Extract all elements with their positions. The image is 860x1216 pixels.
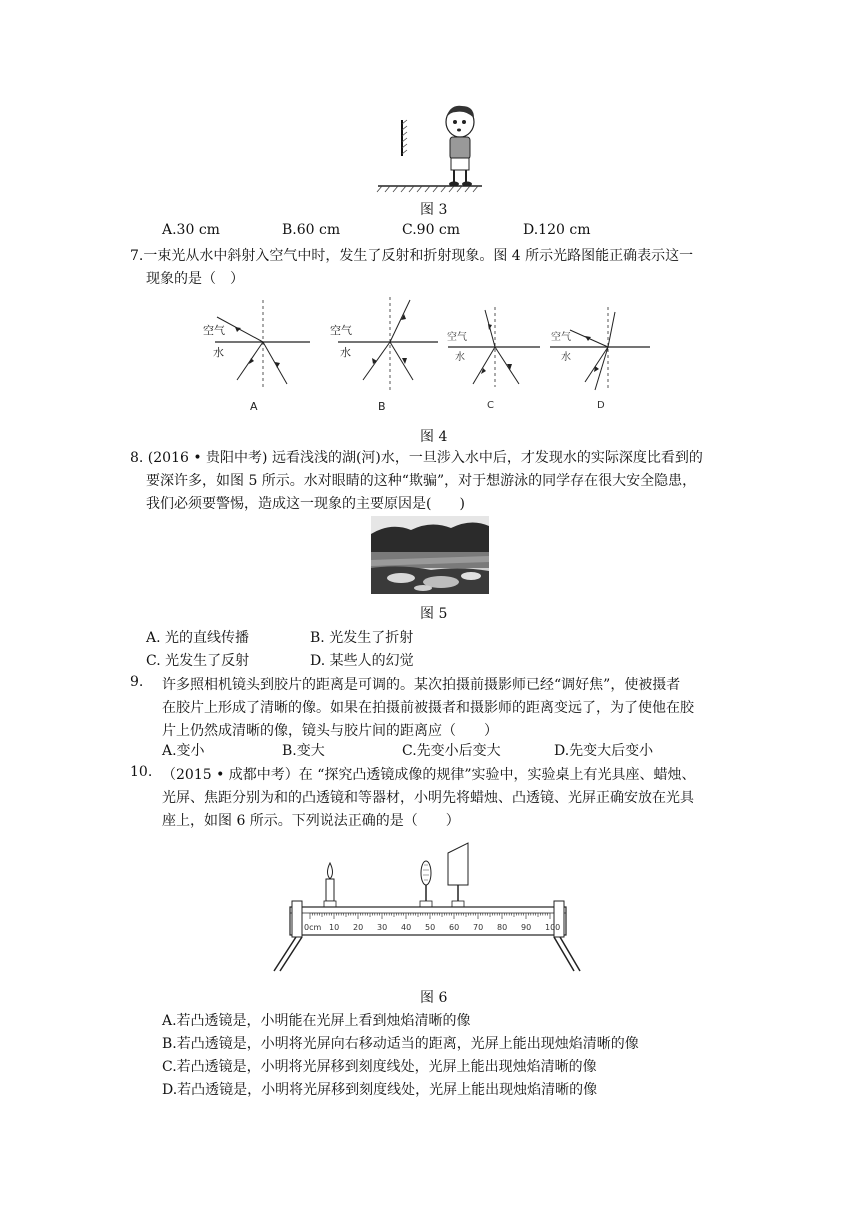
ruler-unit-label: 0cm (304, 923, 322, 932)
ruler-tick-label: 90 (521, 923, 532, 932)
q8-line-3: 我们必须要警惕，造成这一现象的主要原因是( ) (146, 496, 465, 512)
q8-option-d: D. 某些人的幻觉 (310, 653, 414, 669)
q8-option-c: C. 光发生了反射 (146, 653, 250, 669)
figure-5-caption: 图 5 (420, 606, 448, 622)
screen-icon (448, 843, 468, 901)
ruler-tick-label: 30 (377, 923, 388, 932)
ruler-tick-label: 50 (425, 923, 436, 932)
ruler-tick-label: 70 (473, 923, 484, 932)
figure-3-caption: 图 3 (420, 202, 448, 218)
ruler-tick-label: 20 (353, 923, 364, 932)
q9-line-3: 片上仍然成清晰的像，镜头与胶片间的距离应（ ） (162, 723, 498, 739)
q9-line-2: 在胶片上形成了清晰的像。如果在拍摄前被摄者和摄影师的距离变远了，为了使他在胶 (162, 700, 694, 716)
ruler-tick-label: 40 (401, 923, 412, 932)
q9-option-a: A.变小 (162, 743, 205, 759)
ruler-tick-label: 80 (497, 923, 508, 932)
label-air-a: 空气 (203, 324, 225, 337)
panel-label-a: A (250, 400, 258, 413)
q10-option-d: D.若凸透镜是，小明将光屏移到刻度线处，光屏上能出现烛焰清晰的像 (162, 1082, 598, 1098)
panel-label-b: B (378, 400, 386, 413)
candle-icon (326, 863, 334, 905)
label-water-d: 水 (561, 352, 571, 363)
label-air-c: 空气 (447, 332, 467, 343)
label-air-b: 空气 (330, 324, 352, 337)
diagram-a (203, 300, 310, 413)
panel-label-d: D (597, 400, 605, 411)
ruler-tick-label: 100 (545, 923, 561, 932)
figure-6-optical-bench (268, 835, 588, 975)
q9-option-b: B.变大 (282, 743, 325, 759)
q8-option-b: B. 光发生了折射 (310, 630, 414, 646)
figure-6-caption: 图 6 (420, 990, 448, 1006)
option-c: C.90 cm (402, 222, 461, 238)
q9-number: 9. (130, 674, 144, 690)
q9-option-d: D.先变大后变小 (554, 743, 654, 759)
option-a: A.30 cm (162, 222, 220, 238)
figure-4-caption: 图 4 (420, 429, 448, 445)
label-water-a: 水 (213, 346, 224, 359)
q8-option-a: A. 光的直线传播 (146, 630, 250, 646)
diagram-d (550, 307, 650, 411)
q10-number: 10. (130, 764, 153, 780)
panel-label-c: C (487, 400, 494, 411)
q10-line-1: （2015 • 成都中考）在 “探究凸透镜成像的规律”实验中，实验桌上有光具座、蜡烛、 (162, 767, 696, 783)
q10-option-c: C.若凸透镜是，小明将光屏移到刻度线处，光屏上能出现烛焰清晰的像 (162, 1059, 597, 1075)
ruler-tick-label: 60 (449, 923, 460, 932)
q7-line-2: 现象的是（ ） (146, 271, 244, 287)
q10-option-b: B.若凸透镜是，小明将光屏向右移动适当的距离，光屏上能出现烛焰清晰的像 (162, 1036, 639, 1052)
label-air-d: 空气 (551, 332, 571, 343)
option-d: D.120 cm (523, 222, 591, 238)
q10-option-a: A.若凸透镜是，小明能在光屏上看到烛焰清晰的像 (162, 1013, 471, 1029)
q10-line-3: 座上，如图 6 所示。下列说法正确的是（ ） (162, 813, 460, 829)
q9-option-c: C.先变小后变大 (402, 743, 501, 759)
label-water-b: 水 (340, 346, 351, 359)
q10-line-2: 光屏、焦距分别为和的凸透镜和等器材，小明先将蜡烛、凸透镜、光屏正确安放在光具 (162, 790, 694, 806)
option-b: B.60 cm (282, 222, 341, 238)
q7-line-1: 7.一束光从水中斜射入空气中时，发生了反射和折射现象。图 4 所示光路图能正确表示这一 (130, 248, 694, 264)
diagram-b (330, 297, 438, 413)
label-water-c: 水 (455, 352, 465, 363)
lens-icon (421, 861, 431, 901)
q8-line-2: 要深许多，如图 5 所示。水对眼睛的这种“欺骗”，对于想游泳的同学存在很大安全隐患， (146, 473, 697, 489)
figure-3-boy-mirror (370, 100, 490, 195)
figure-4-light-path-diagrams (195, 292, 665, 417)
ruler-tick-label: 10 (329, 923, 340, 932)
diagram-c (447, 307, 540, 411)
q9-line-1: 许多照相机镜头到胶片的距离是可调的。某次拍摄前摄影师已经“调好焦”，使被摄者 (162, 677, 681, 693)
figure-5-lake-photo (371, 516, 489, 594)
q8-line-1: 8. (2016 • 贵阳中考) 远看浅浅的湖(河)水，一旦涉入水中后，才发现水的实际深度比看到的 (130, 450, 703, 466)
